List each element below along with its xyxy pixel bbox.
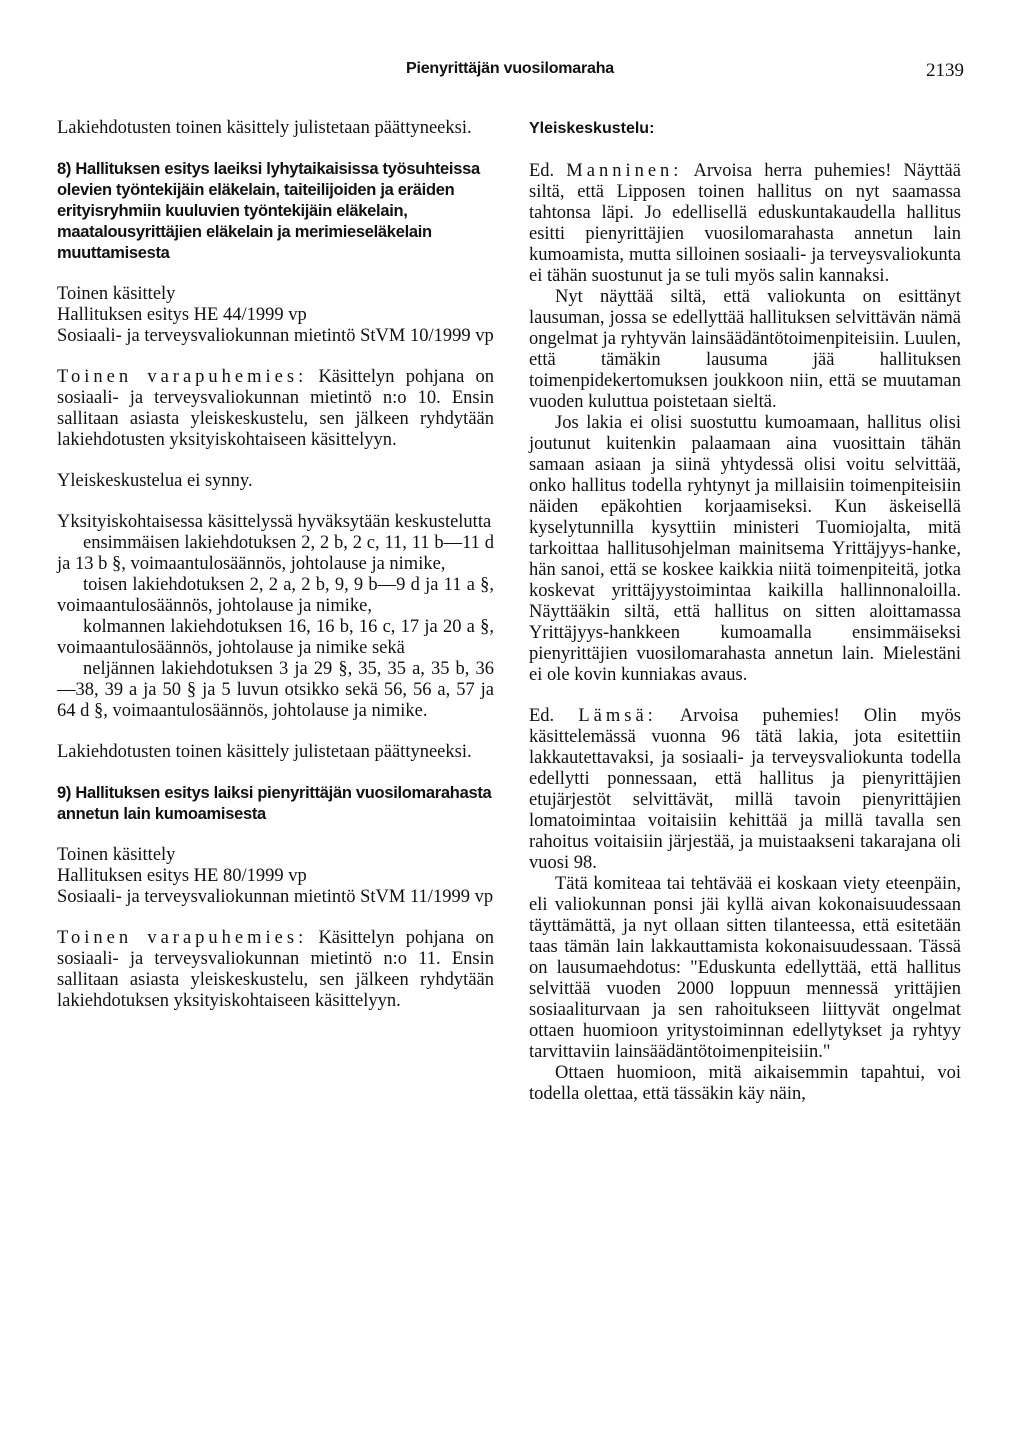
speech-lamsa <box>529 706 961 874</box>
list-item: toisen lakiehdotuksen 2, 2 a, 2 b, 9, 9 b—9 d ja 11 a §, voimaantulosäännös, johtolause ja nimike, <box>57 575 494 616</box>
detail-intro: Yksityiskohtaisessa käsittelyssä hyväksytään keskustelutta <box>57 512 492 532</box>
page-number: 2139 <box>926 60 964 81</box>
speech-text: Käsittelyn pohjana on sosiaali- ja terveysvaliokunnan mietintö n:o 11. Ensin sallitaan asiasta yleiskeskustelu, sen jälkeen ryhdytään lakiehdotuksen yksityiskohtaiseen käsittelyyn. <box>57 928 495 1011</box>
closing-statement: Lakiehdotusten toinen käsittely julistetaan päättyneeksi. <box>57 742 472 762</box>
closing-statement: Lakiehdotusten toinen käsittely julistetaan päättyneeksi. <box>57 118 472 138</box>
speech-paragraph: Ottaen huomioon, mitä aikaisemmin tapahtui, voi todella olettaa, että tässäkin käy näin, <box>529 1063 961 1104</box>
agenda-item-8-ref-proposal: Hallituksen esitys HE 44/1999 vp <box>57 305 307 325</box>
speech-text: Arvoisa herra puhemies! Näyttää siltä, että Lipposen toinen hallitus on nyt saamassa tahtonsa läpi. Jo edellisellä eduskuntakaudella hallitus esitti pienyrittäjien vuosilomarahasta annetun lain kumoamista, mutta silloinen sosiaali- ja terveysvaliokunta ei tähän suostunut ja se tuli myös salin kannaksi. <box>529 161 961 286</box>
agenda-item-9-speech <box>57 928 494 1012</box>
agenda-item-9-ref-proposal: Hallituksen esitys HE 80/1999 vp <box>57 866 307 886</box>
agenda-item-8-speech <box>57 367 494 451</box>
speech-paragraph: Jos lakia ei olisi suostuttu kumoamaan, hallitus olisi joutunut kuitenkin palaamaan aina vuosittain tähän samaan asiaan ja siinä yhtydessä olisi voitu selvittää, onko hallitus todella ryhtynyt ja millaisiin toimenpiteisiin näiden epäkohtien korjaamiseksi. Kun äskeisellä kyselytunnilla kysyttiin ministeri Tuomiojalta, mitä tarkoittaa hallitusohjelman mainitsema Yrittäjyys-hanke, hän sanoi, että se koskee kaikkia niitä toimenpiteitä, jotka koskevat yrittäjyystoimintaa kaikilla hallinnonaloilla. Näyttääkin siltä, että hallitus on sitten aloittamassa Yrittäjyys-hankkeen kumoamalla ensimmäiseksi pienyrittäjien vuosilomarahasta annetun lain. Mielestäni ei ole kovin kunniakas avaus. <box>529 413 961 685</box>
speaker-name: Manninen: <box>566 161 683 181</box>
speech-paragraph: Nyt näyttää siltä, että valiokunta on esittänyt lausuman, jossa se edellyttää hallituksen selvittävän nämä ongelmat ja ryhtyvän lainsäädäntötoimenpiteisiin. Luulen, että tämäkin lausuma jää hallituksen toimenpidekertomuksen joukkoon niin, että se muutaman vuoden kuluttua poistetaan sieltä. <box>529 287 961 412</box>
speech-paragraph: Tätä komiteaa tai tehtävää ei koskaan viety eteenpäin, eli valiokunnan ponsi jäi kyllä aivan kokonaisuudessaan täyttämättä, ja nyt ollaan sitten tilanteessa, että esitetään taas tämän lain lakkauttamista kokonaisuudessaan. Tässä on lausumaehdotus: "Eduskunta edellyttää, että hallitus selvittää vuoden 2000 loppuun mennessä yrittäjien sosiaaliturvaan ja sen rahoitukseen liittyvät ongelmat ottaen huomioon yritystoiminnan edellytykset ja ryhtyy tarvittaviin lainsäädäntötoimenpiteisiin." <box>529 874 961 1062</box>
running-title: Pienyrittäjän vuosilomaraha <box>405 60 614 77</box>
right-column <box>529 118 961 1105</box>
list-item: ensimmäisen lakiehdotuksen 2, 2 b, 2 c, 11, 11 b—11 d ja 13 b §, voimaantulosäännös, johtolause ja nimike, <box>57 533 494 574</box>
speech-text: Arvoisa puhemies! Olin myös käsittelemässä vuonna 96 tätä lakia, jota esitettiin lakkautettavaksi, ja sosiaali- ja terveysvaliokunta todella edellytti ponnessaan, että hallitus ja pienyrittäjien etujärjestöt selvittävät, millä tavoin pienyrittäjien lomatoimintaa voitaisiin kehittää ja millä tavalla sen rahoitus voitaisiin järjestää, ja muistaakseni takarajana oli vuosi 98. <box>529 706 962 873</box>
speech-manninen <box>529 161 961 287</box>
speaker-name: Lämsä: <box>578 706 657 726</box>
agenda-item-9-ref-report: Sosiaali- ja terveysvaliokunnan mietintö StVM 11/1999 vp <box>57 887 494 907</box>
list-item: neljännen lakiehdotuksen 3 ja 29 §, 35, 35 a, 35 b, 36—38, 39 a ja 50 § ja 5 luvun otsikko sekä 56, 56 a, 57 ja 64 d §, voimaantulosäännös, johtolause ja nimike. <box>57 659 494 721</box>
speaker-prefix: Ed. <box>529 706 579 726</box>
section-heading: Yleiskeskustelu: <box>529 120 655 137</box>
list-item: kolmannen lakiehdotuksen 16, 16 b, 16 c, 17 ja 20 a §, voimaantulosäännös, johtolause ja nimike sekä <box>57 617 494 658</box>
speaker-name: Toinen varapuhemies: <box>57 928 308 948</box>
agenda-item-8-ref-report: Sosiaali- ja terveysvaliokunnan mietintö StVM 10/1999 vp <box>57 326 494 346</box>
agenda-item-8-stage: Toinen käsittely <box>57 284 176 304</box>
speaker-prefix: Ed. <box>529 161 567 181</box>
agenda-item-8-heading: 8) Hallituksen esitys laeiksi lyhytaikaisissa työsuhteissa olevien työntekijäin eläkelain, taiteilijoiden ja eräiden erityisryhmiin kuuluvien työntekijäin eläkelain, maatalousyrittäjien eläkelain ja merimieseläkelain muuttamisesta <box>57 160 480 262</box>
no-debate-note: Yleiskeskustelua ei synny. <box>57 471 253 491</box>
page-header <box>56 60 964 92</box>
agenda-item-9-heading: 9) Hallituksen esitys laiksi pienyrittäjän vuosilomarahasta annetun lain kumoamisesta <box>57 784 492 823</box>
speech-text: Käsittelyn pohjana on sosiaali- ja terveysvaliokunnan mietintö n:o 10. Ensin sallitaan asiasta yleiskeskustelu, sen jälkeen ryhdytään lakiehdotusten yksityiskohtaiseen käsittelyyn. <box>57 367 495 450</box>
agenda-item-9-stage: Toinen käsittely <box>57 845 176 865</box>
speaker-name: Toinen varapuhemies: <box>57 367 308 387</box>
left-column <box>57 118 494 1012</box>
